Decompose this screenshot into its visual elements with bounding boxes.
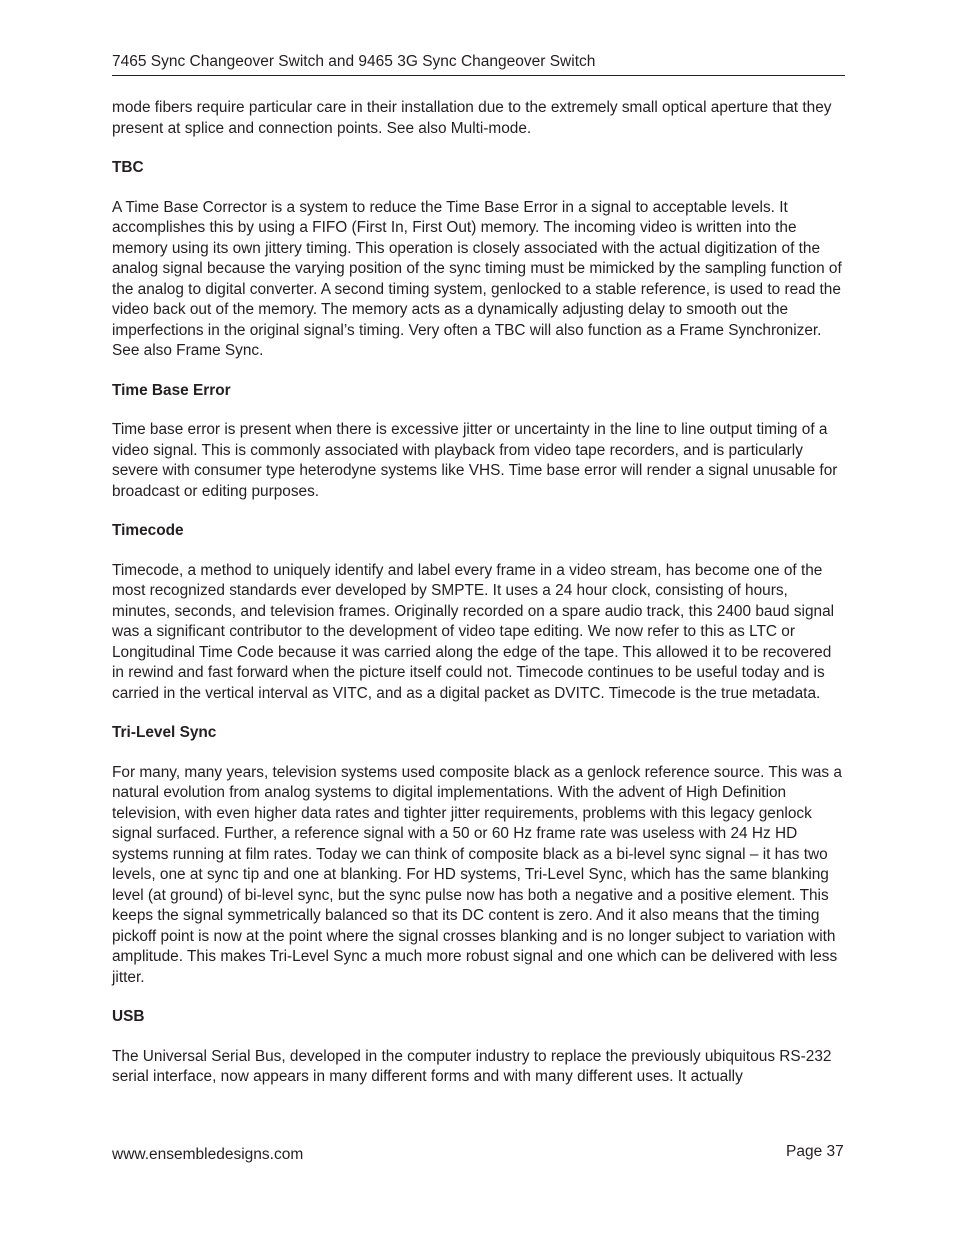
footer-page-number: Page 37 <box>786 1143 844 1160</box>
section-heading-usb: USB <box>112 1008 145 1025</box>
section-heading-time-base-error: Time Base Error <box>112 381 231 399</box>
section-body-usb: The Universal Serial Bus, developed in the computer industry to replace the previously ubiquitous RS-232 serial interface, now appears in many different forms and with many different uses. It actually <box>112 1047 832 1085</box>
section-body-time-base-error: Time base error is present when there is excessive jitter or uncertainty in the line to line output timing of a video signal. This is commonly associated with playback from video tape recorders, and is particularly severe with consumer type heterodyne systems like VHS. Time base error will render a signal unusable for broadcast or editing purposes. <box>112 421 838 500</box>
intro-paragraph: mode fibers require particular care in their installation due to the extremely small optical aperture that they present at splice and connection points. See also Multi-mode. <box>112 99 832 137</box>
section-heading-tbc: TBC <box>112 159 144 176</box>
section-heading-tri-level-sync: Tri-Level Sync <box>112 724 217 741</box>
section-body-timecode: Timecode, a method to uniquely identify and label every frame in a video stream, has become one of the most recognized standards ever developed by SMPTE. It uses a 24 hour clock, consisting of hours, minutes, seconds, and television frames. Originally recorded on a spare audio track, this 2400 baud signal was a significant contributor to the development of video tape editing. We now refer to this as LTC or Longitudinal Time Code because it was carried along the edge of the tape. This allowed it to be recovered in rewind and fast forward when the picture itself could not. Timecode continues to be useful today and is carried in the vertical interval as VITC, and as a digital packet as DVITC. Timecode is the true metadata. <box>112 561 835 702</box>
section-heading-timecode: Timecode <box>112 522 184 539</box>
section-body-tbc: A Time Base Corrector is a system to reduce the Time Base Error in a signal to acceptable levels. It accomplishes this by using a FIFO (First In, First Out) memory. The incoming video is written into the memory using its own jittery timing. This operation is closely associated with the actual digitization of the analog signal because the varying position of the sync timing must be mimicked by the sampling function of the analog to digital converter. A second timing system, genlocked to a stable reference, is used to read the video back out of the memory. The memory acts as a dynamically adjusting delay to smooth out the imperfections in the original signal’s timing. Very often a TBC will also function as a Frame Synchronizer. See also Frame Sync. <box>112 198 842 359</box>
footer-website-link[interactable]: www.ensembledesigns.com <box>112 1146 304 1163</box>
section-body-tri-level-sync: For many, many years, television systems used composite black as a genlock reference source. This was a natural evolution from analog systems to digital implementations. With the advent of High Definition television, with even higher data rates and tighter jitter requirements, problems with this legacy genlock signal surfaced. Further, a reference signal with a 50 or 60 Hz frame rate was useless with 24 Hz HD systems running at film rates. Today we can think of composite black as a bi-level sync signal – it has two levels, one at sync tip and one at blanking. For HD systems, Tri-Level Sync, which has the same blanking level (at ground) of bi-level sync, but the sync pulse now has both a negative and a positive element. This keeps the signal symmetrically balanced so that its DC content is zero. And it also means that the timing pickoff point is now at the point where the signal crosses blanking and is no longer subject to variation with amplitude. This makes Tri-Level Sync a much more robust signal and one which can be delivered with less jitter. <box>112 763 842 986</box>
running-header: 7465 Sync Changeover Switch and 9465 3G Sync Changeover Switch <box>112 52 845 76</box>
page-content <box>112 98 844 1088</box>
